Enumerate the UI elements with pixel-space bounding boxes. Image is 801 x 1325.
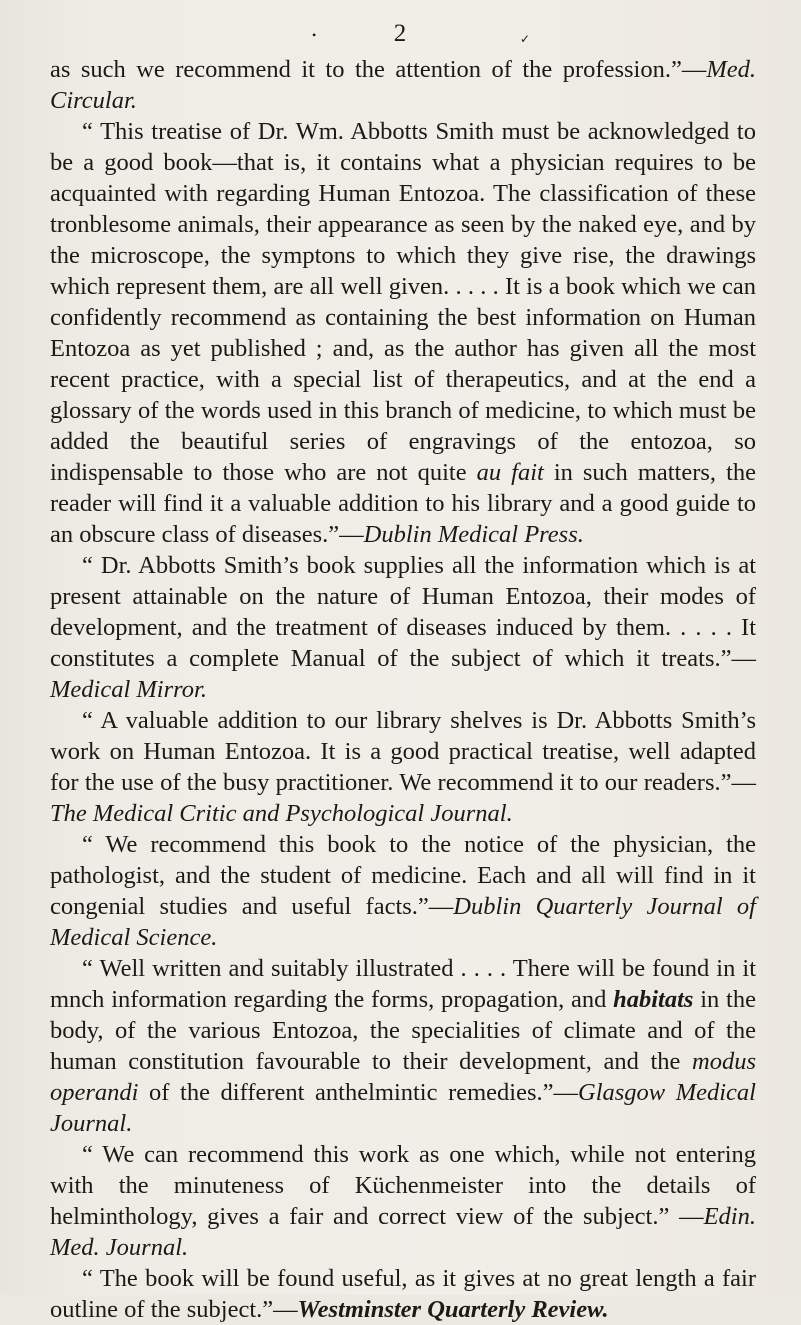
review-column [50,54,756,1325]
review-source: Glasgow Medical Journal. [50,1079,756,1137]
review-source: Med. Circular. [50,56,756,114]
review-source: Dublin Medical Press. [363,521,584,548]
review-entry: “ This treatise of Dr. Wm. Abbotts Smith must be acknowledged to be a good book—that is, it contains what a physician requires to be acquainted with regarding Human Entozoa. The classification of these tronblesome animals, their appearance as seen by the naked eye, and by the microscope, the symptons to which they give rise, the drawings which represent them, are all well given. . . . . It is a book which we can confidently recommend as containing the best information on Human Entozoa as yet published ; and, as the author has given all the most recent practice, with a special list of therapeutics, and at the end a glossary of the words used in this branch of medicine, to which must be added the beautiful series of engravings of the entozoa, so indispensable to those who are not quite au fait in such matters, the reader will find it a valuable addition to his library and a good guide to an obscure class of diseases.”—Dublin Medical Press. [50,118,756,548]
review-source: Westminster Quarterly Review. [297,1296,609,1323]
review-continuation: as such we recommend it to the attention of the profession.”—Med. Circular. [50,56,756,114]
review-source: The Medical Critic and Psychological Journal. [50,800,513,827]
review-source: Dublin Quarterly Journal of Medical Science. [50,893,756,951]
page-number: 2 [393,20,408,47]
review-entry: “ Well written and suitably illustrated . . . . There will be found in it mnch information regarding the forms, propagation, and habitats in the body, of the various Entozoa, the specialities of climate and of the human constitution favourable to their development, and the modus operandi of the different anthelmintic remedies.”—Glasgow Medical Journal. [50,955,756,1137]
review-source: Edin. Med. Journal. [50,1203,756,1261]
review-source: Medical Mirror. [50,676,207,703]
margin-mark: • [312,28,317,42]
review-entry: “ We can recommend this work as one which, while not entering with the minuteness of Küchenmeister into the details of helminthology, gives a fair and correct view of the subject.” —Edin. Med. Journal. [50,1141,756,1261]
review-entry: “ Dr. Abbotts Smith’s book supplies all the information which is at present attainable on the nature of Human Entozoa, their modes of development, and the treatment of diseases induced by them. . . . . It constitutes a complete Manual of the subject of which it treats.”—Medical Mirror. [50,552,756,703]
review-entry: “ A valuable addition to our library shelves is Dr. Abbotts Smith’s work on Human Entozoa. It is a good practical treatise, well adapted for the use of the busy practitioner. We recommend it to our readers.”—The Medical Critic and Psychological Journal. [50,707,756,827]
margin-mark: ✓ [520,32,531,46]
review-entry: “ The book will be found useful, as it gives at no great length a fair outline of the subject.”—Westminster Quarterly Review. [50,1265,756,1323]
review-entry: “ We recommend this book to the notice of the physician, the pathologist, and the student of medicine. Each and all will find in it congenial studies and useful facts.”—Dublin Quarterly Journal of Medical Science. [50,831,756,951]
